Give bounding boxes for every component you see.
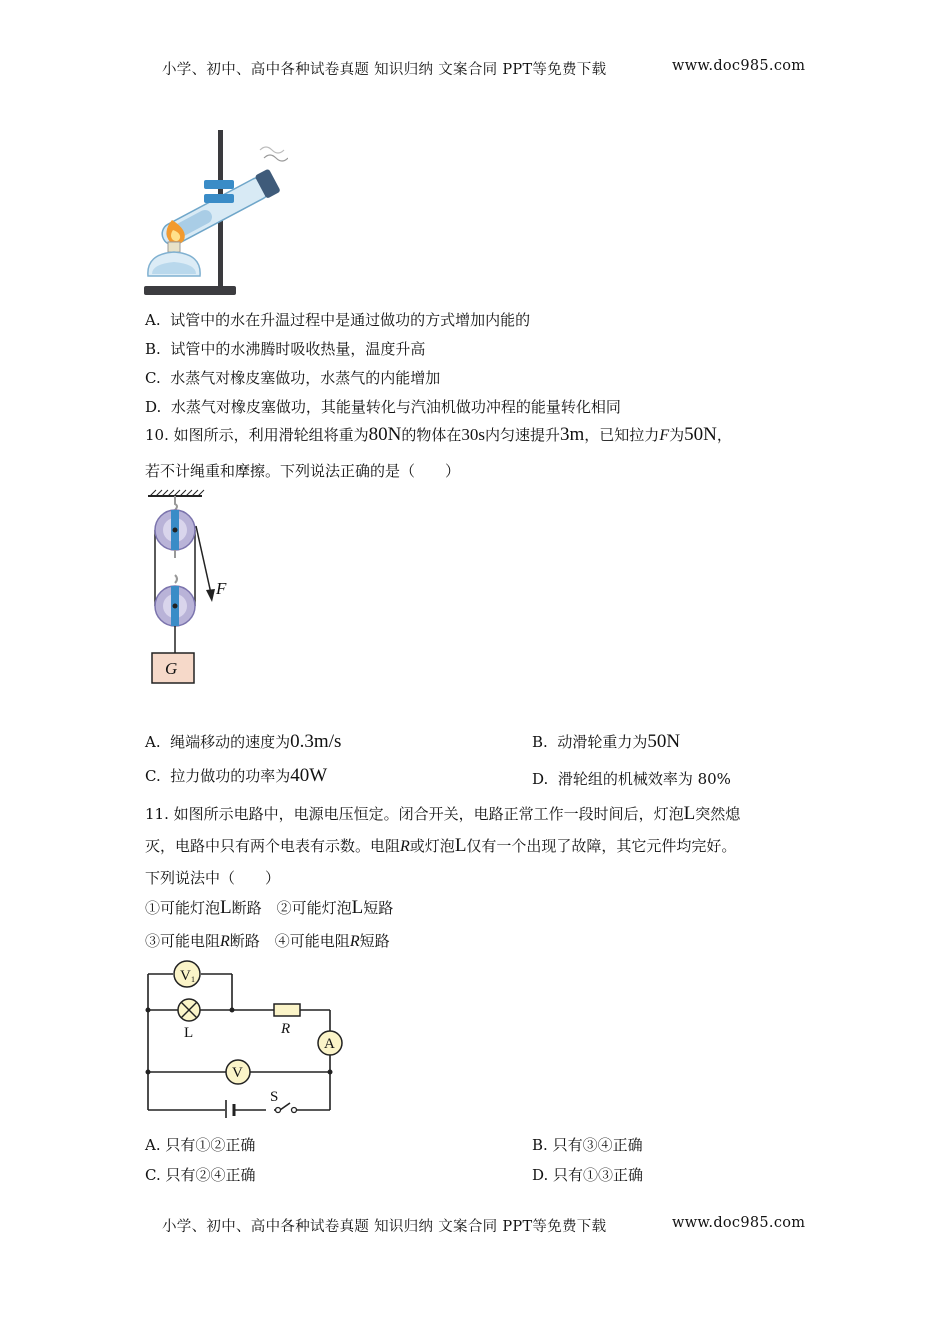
voltmeter-label: V bbox=[232, 1065, 243, 1081]
resistor-label: R bbox=[281, 1021, 291, 1037]
clamp-upper bbox=[204, 180, 234, 189]
footer-site: www.doc985.com bbox=[672, 1215, 806, 1231]
v1-subscript: 1 bbox=[191, 975, 195, 984]
q9-option-c: C. 水蒸气对橡皮塞做功，水蒸气的内能增加 bbox=[145, 369, 441, 387]
ammeter-label: A bbox=[324, 1036, 335, 1052]
circuit-diagram bbox=[140, 958, 360, 1118]
rope-pull bbox=[196, 526, 212, 598]
q10-option-d: D. 滑轮组的机械效率为 80% bbox=[532, 770, 731, 788]
header-text: 小学、初中、高中各种试卷真题 知识归纳 文案合同 PPT等免费下载 bbox=[162, 62, 607, 78]
q9-option-b: B. 试管中的水沸腾时吸收热量，温度升高 bbox=[145, 340, 426, 358]
lamp-label: L bbox=[184, 1025, 194, 1041]
page-header bbox=[162, 58, 606, 79]
q10-option-a: A. 绳端移动的速度为0.3m/s bbox=[145, 731, 342, 752]
q11-statement-1-2: ①可能灯泡L断路 ②可能灯泡L短路 bbox=[145, 897, 394, 918]
q11-option-b: B. 只有③④正确 bbox=[532, 1136, 643, 1154]
q11-option-d: D. 只有①③正确 bbox=[532, 1166, 644, 1184]
q10-stem-line2: 若不计绳重和摩擦。下列说法正确的是（ ） bbox=[145, 462, 461, 480]
q11-option-c: C. 只有②④正确 bbox=[145, 1166, 256, 1184]
q11-statement-3-4: ③可能电阻R断路 ④可能电阻R短路 bbox=[145, 932, 390, 950]
test-tube-heating-figure bbox=[138, 128, 288, 300]
resistor bbox=[274, 1004, 300, 1016]
q9-option-d: D. 水蒸气对橡皮塞做功，其能量转化与汽油机做功冲程的能量转化相同 bbox=[145, 398, 621, 416]
v1-label: V bbox=[180, 968, 191, 984]
force-label: F bbox=[216, 579, 227, 598]
q10-option-c: C. 拉力做功的功率为40W bbox=[145, 765, 328, 786]
switch-label: S bbox=[270, 1089, 279, 1105]
switch-contact-left bbox=[276, 1108, 281, 1113]
q10-option-b: B. 动滑轮重力为50N bbox=[532, 731, 681, 752]
q10-stem-line1: 10. 如图所示，利用滑轮组将重为80N的物体在30s内匀速提升3m，已知拉力F为50N， bbox=[145, 424, 732, 445]
q11-stem-line2: 灭，电路中只有两个电表有示数。电阻R或灯泡L仅有一个出现了故障，其它元件均完好。 bbox=[145, 835, 737, 856]
q11-stem-line1: 11. 如图所示电路中，电源电压恒定。闭合开关，电路正常工作一段时间后，灯泡L突然熄 bbox=[145, 803, 741, 824]
steam bbox=[264, 155, 288, 161]
q11-option-a: A. 只有①②正确 bbox=[145, 1136, 256, 1154]
force-arrow bbox=[206, 589, 215, 602]
pulley-system-figure bbox=[140, 488, 250, 688]
weight-label: G bbox=[165, 659, 178, 678]
clamp-lower bbox=[204, 194, 234, 203]
switch-blade bbox=[280, 1103, 290, 1110]
q11-stem-line3: 下列说法中（ ） bbox=[145, 869, 281, 887]
footer-text: 小学、初中、高中各种试卷真题 知识归纳 文案合同 PPT等免费下载 bbox=[162, 1219, 607, 1235]
header-site: www.doc985.com bbox=[672, 58, 806, 74]
wick-holder bbox=[168, 242, 180, 252]
page-footer bbox=[162, 1215, 606, 1236]
switch-contact-right bbox=[292, 1108, 297, 1113]
q9-option-a: A. 试管中的水在升温过程中是通过做功的方式增加内能的 bbox=[145, 311, 531, 329]
